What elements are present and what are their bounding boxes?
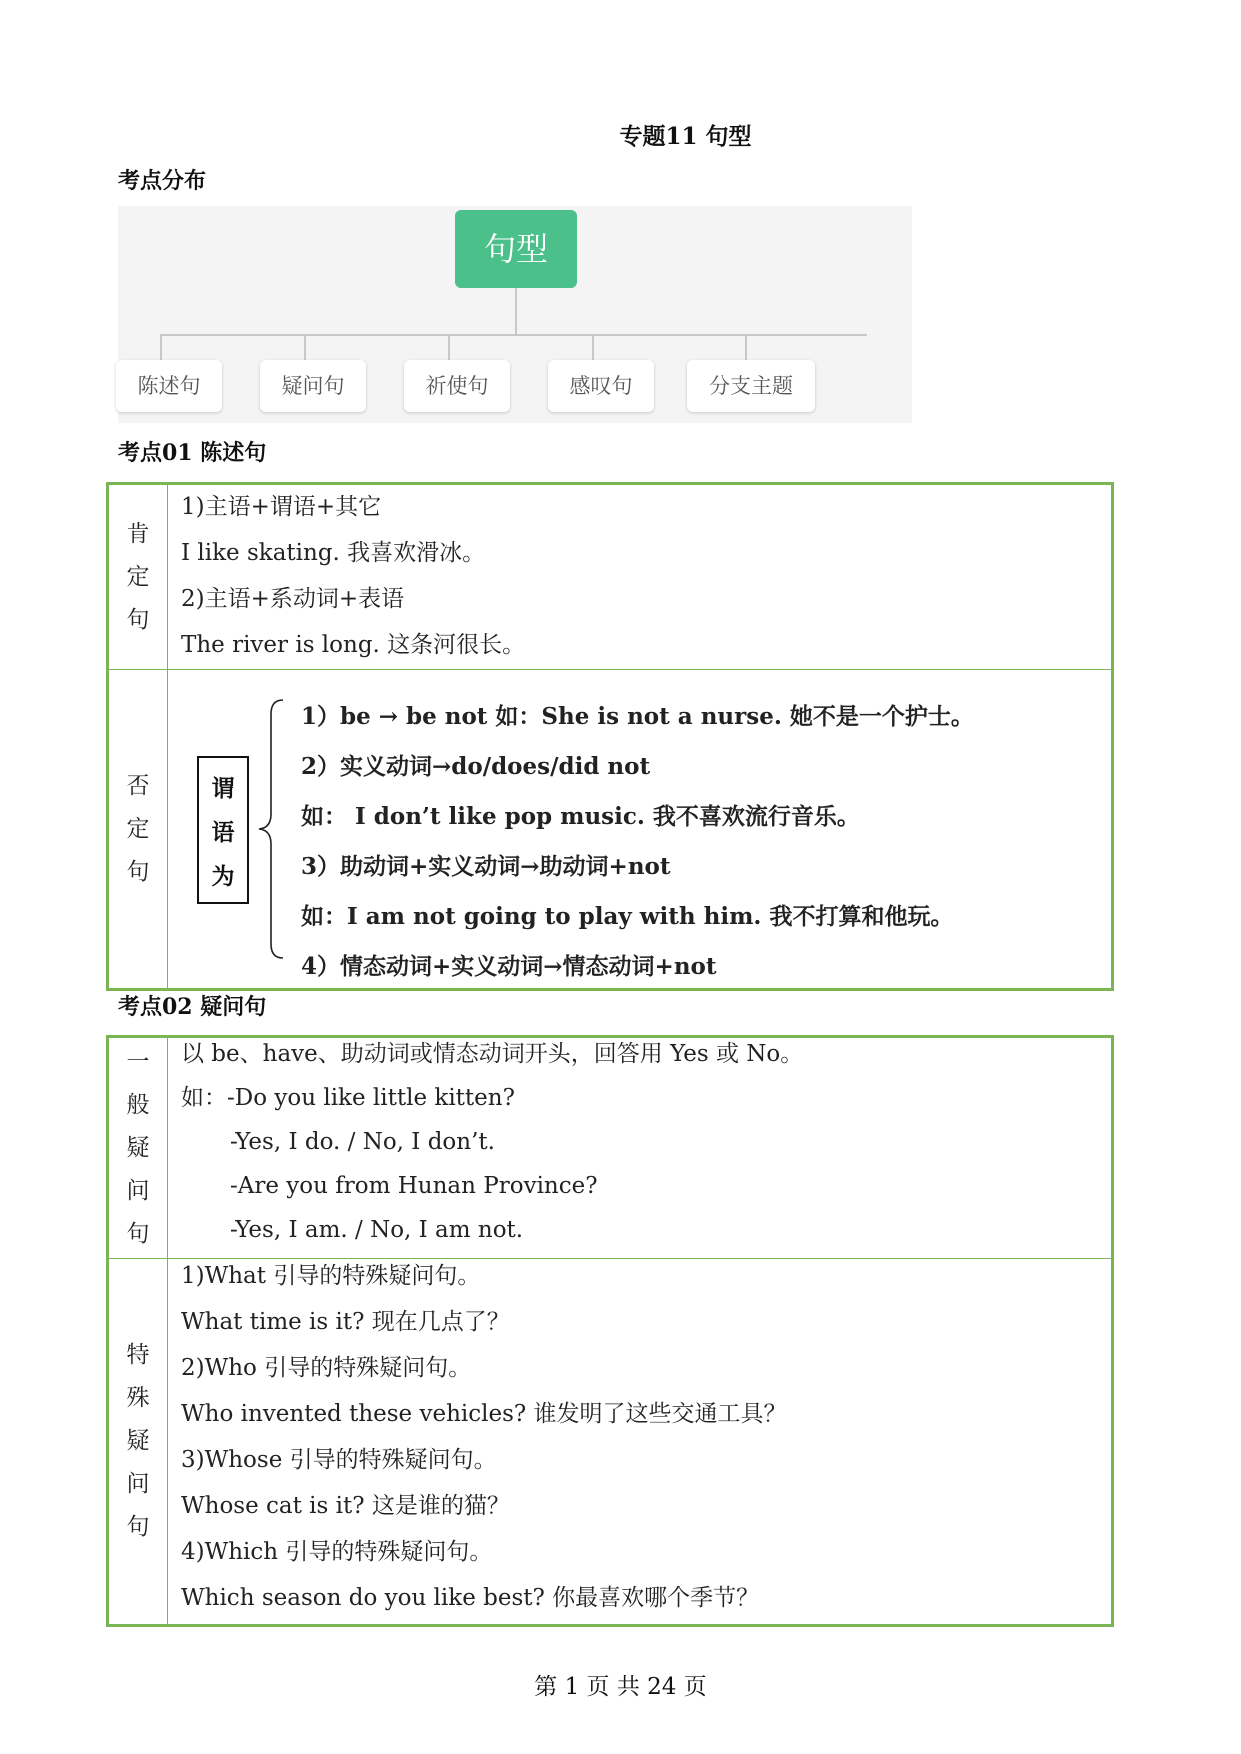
mindmap-root[interactable]: 句型 [455, 210, 577, 288]
label-char: 殊 [126, 1385, 150, 1411]
rule-line: 3)Whose 引导的特殊疑问句。 [181, 1447, 497, 1473]
label-char: 肯 [126, 520, 150, 547]
neg-rule-line: 1）be → be not 如：She is not a nurse. 她不是一个护士。 [301, 703, 974, 730]
example-line: -Are you from Hunan Province? [230, 1173, 598, 1199]
predicate-box [197, 756, 249, 904]
general-question-content [181, 1032, 1101, 1252]
negative-content [301, 692, 974, 992]
special-question-label [109, 1259, 168, 1624]
example-line: I like skating. 我喜欢滑冰。 [181, 540, 486, 566]
box-char: 语 [211, 818, 235, 846]
neg-rule-line: 2）实义动词→do/does/did not [301, 753, 651, 780]
mindmap-node-statement[interactable]: 陈述句 [116, 360, 222, 412]
mindmap [118, 206, 912, 423]
example-line: -Yes, I do. / No, I don’t. [230, 1129, 495, 1155]
special-question-row [109, 1258, 1111, 1624]
label-char: 句 [126, 1514, 150, 1540]
label-char: 疑 [126, 1428, 150, 1454]
mindmap-connector [160, 334, 867, 336]
neg-rule-line: 3）助动词+实义动词→助动词+not [301, 853, 671, 880]
page-title: 专题11 句型 [619, 123, 752, 150]
affirmative-content [181, 484, 1101, 668]
box-char: 谓 [211, 774, 235, 802]
example-line: Which season do you like best? 你最喜欢哪个季节？ [181, 1585, 760, 1611]
mindmap-connector [515, 288, 517, 335]
example-line: Who invented these vehicles? 谁发明了这些交通工具？ [181, 1401, 787, 1427]
question-table [106, 1035, 1114, 1627]
mindmap-connector [592, 334, 594, 360]
label-char: 一 [126, 1048, 150, 1075]
negative-label [109, 670, 168, 988]
neg-rule-line: 4）情态动词+实义动词→情态动词+not [301, 953, 717, 980]
rule-line: 4)Which 引导的特殊疑问句。 [181, 1539, 493, 1565]
neg-example-line: 如： I don’t like pop music. 我不喜欢流行音乐。 [301, 803, 860, 830]
page-footer: 第 1 页 共 24 页 [534, 1674, 707, 1700]
mindmap-connector [304, 334, 306, 360]
label-char: 句 [126, 858, 150, 885]
label-char: 定 [126, 563, 150, 590]
example-line: 如：-Do you like little kitten? [181, 1085, 515, 1111]
general-question-row [109, 1038, 1111, 1258]
section2-heading: 考点02 疑问句 [118, 994, 267, 1020]
mindmap-node-imperative[interactable]: 祈使句 [404, 360, 510, 412]
neg-example-line: 如：I am not going to play with him. 我不打算和他玩。 [301, 903, 954, 930]
brace-icon [257, 698, 287, 960]
box-char: 为 [211, 862, 235, 890]
mindmap-connector [448, 334, 450, 360]
rule-line: 2)Who 引导的特殊疑问句。 [181, 1355, 472, 1381]
mindmap-connector [160, 334, 162, 360]
rule-line: 1)What 引导的特殊疑问句。 [181, 1263, 481, 1289]
label-char: 特 [126, 1342, 150, 1368]
overview-heading: 考点分布 [118, 168, 207, 194]
example-line: -Yes, I am. / No, I am not. [230, 1217, 524, 1243]
rule-line: 2)主语+系动词+表语 [181, 586, 405, 612]
statement-table [106, 482, 1114, 991]
mindmap-node-exclamatory[interactable]: 感叹句 [548, 360, 654, 412]
label-char: 句 [126, 1220, 150, 1247]
label-char: 否 [126, 772, 150, 799]
general-question-label [109, 1038, 168, 1258]
negative-row [109, 669, 1111, 988]
label-char: 疑 [126, 1134, 150, 1161]
affirmative-label [109, 485, 168, 669]
special-question-content [181, 1253, 1101, 1621]
label-char: 问 [126, 1471, 150, 1497]
mindmap-node-question[interactable]: 疑问句 [260, 360, 366, 412]
example-line: Whose cat is it? 这是谁的猫？ [181, 1493, 510, 1519]
mindmap-node-branch[interactable]: 分支主题 [687, 360, 815, 412]
example-line: The river is long. 这条河很长。 [181, 632, 526, 658]
rule-line: 1)主语+谓语+其它 [181, 494, 382, 520]
affirmative-row [109, 485, 1111, 669]
label-char: 般 [126, 1091, 150, 1118]
section1-heading: 考点01 陈述句 [118, 440, 267, 466]
mindmap-connector [745, 334, 747, 360]
example-line: What time is it? 现在几点了？ [181, 1309, 510, 1335]
label-char: 问 [126, 1177, 150, 1204]
label-char: 句 [126, 606, 150, 633]
rule-line: 以 be、have、助动词或情态动词开头，回答用 Yes 或 No。 [181, 1041, 804, 1067]
label-char: 定 [126, 815, 150, 842]
